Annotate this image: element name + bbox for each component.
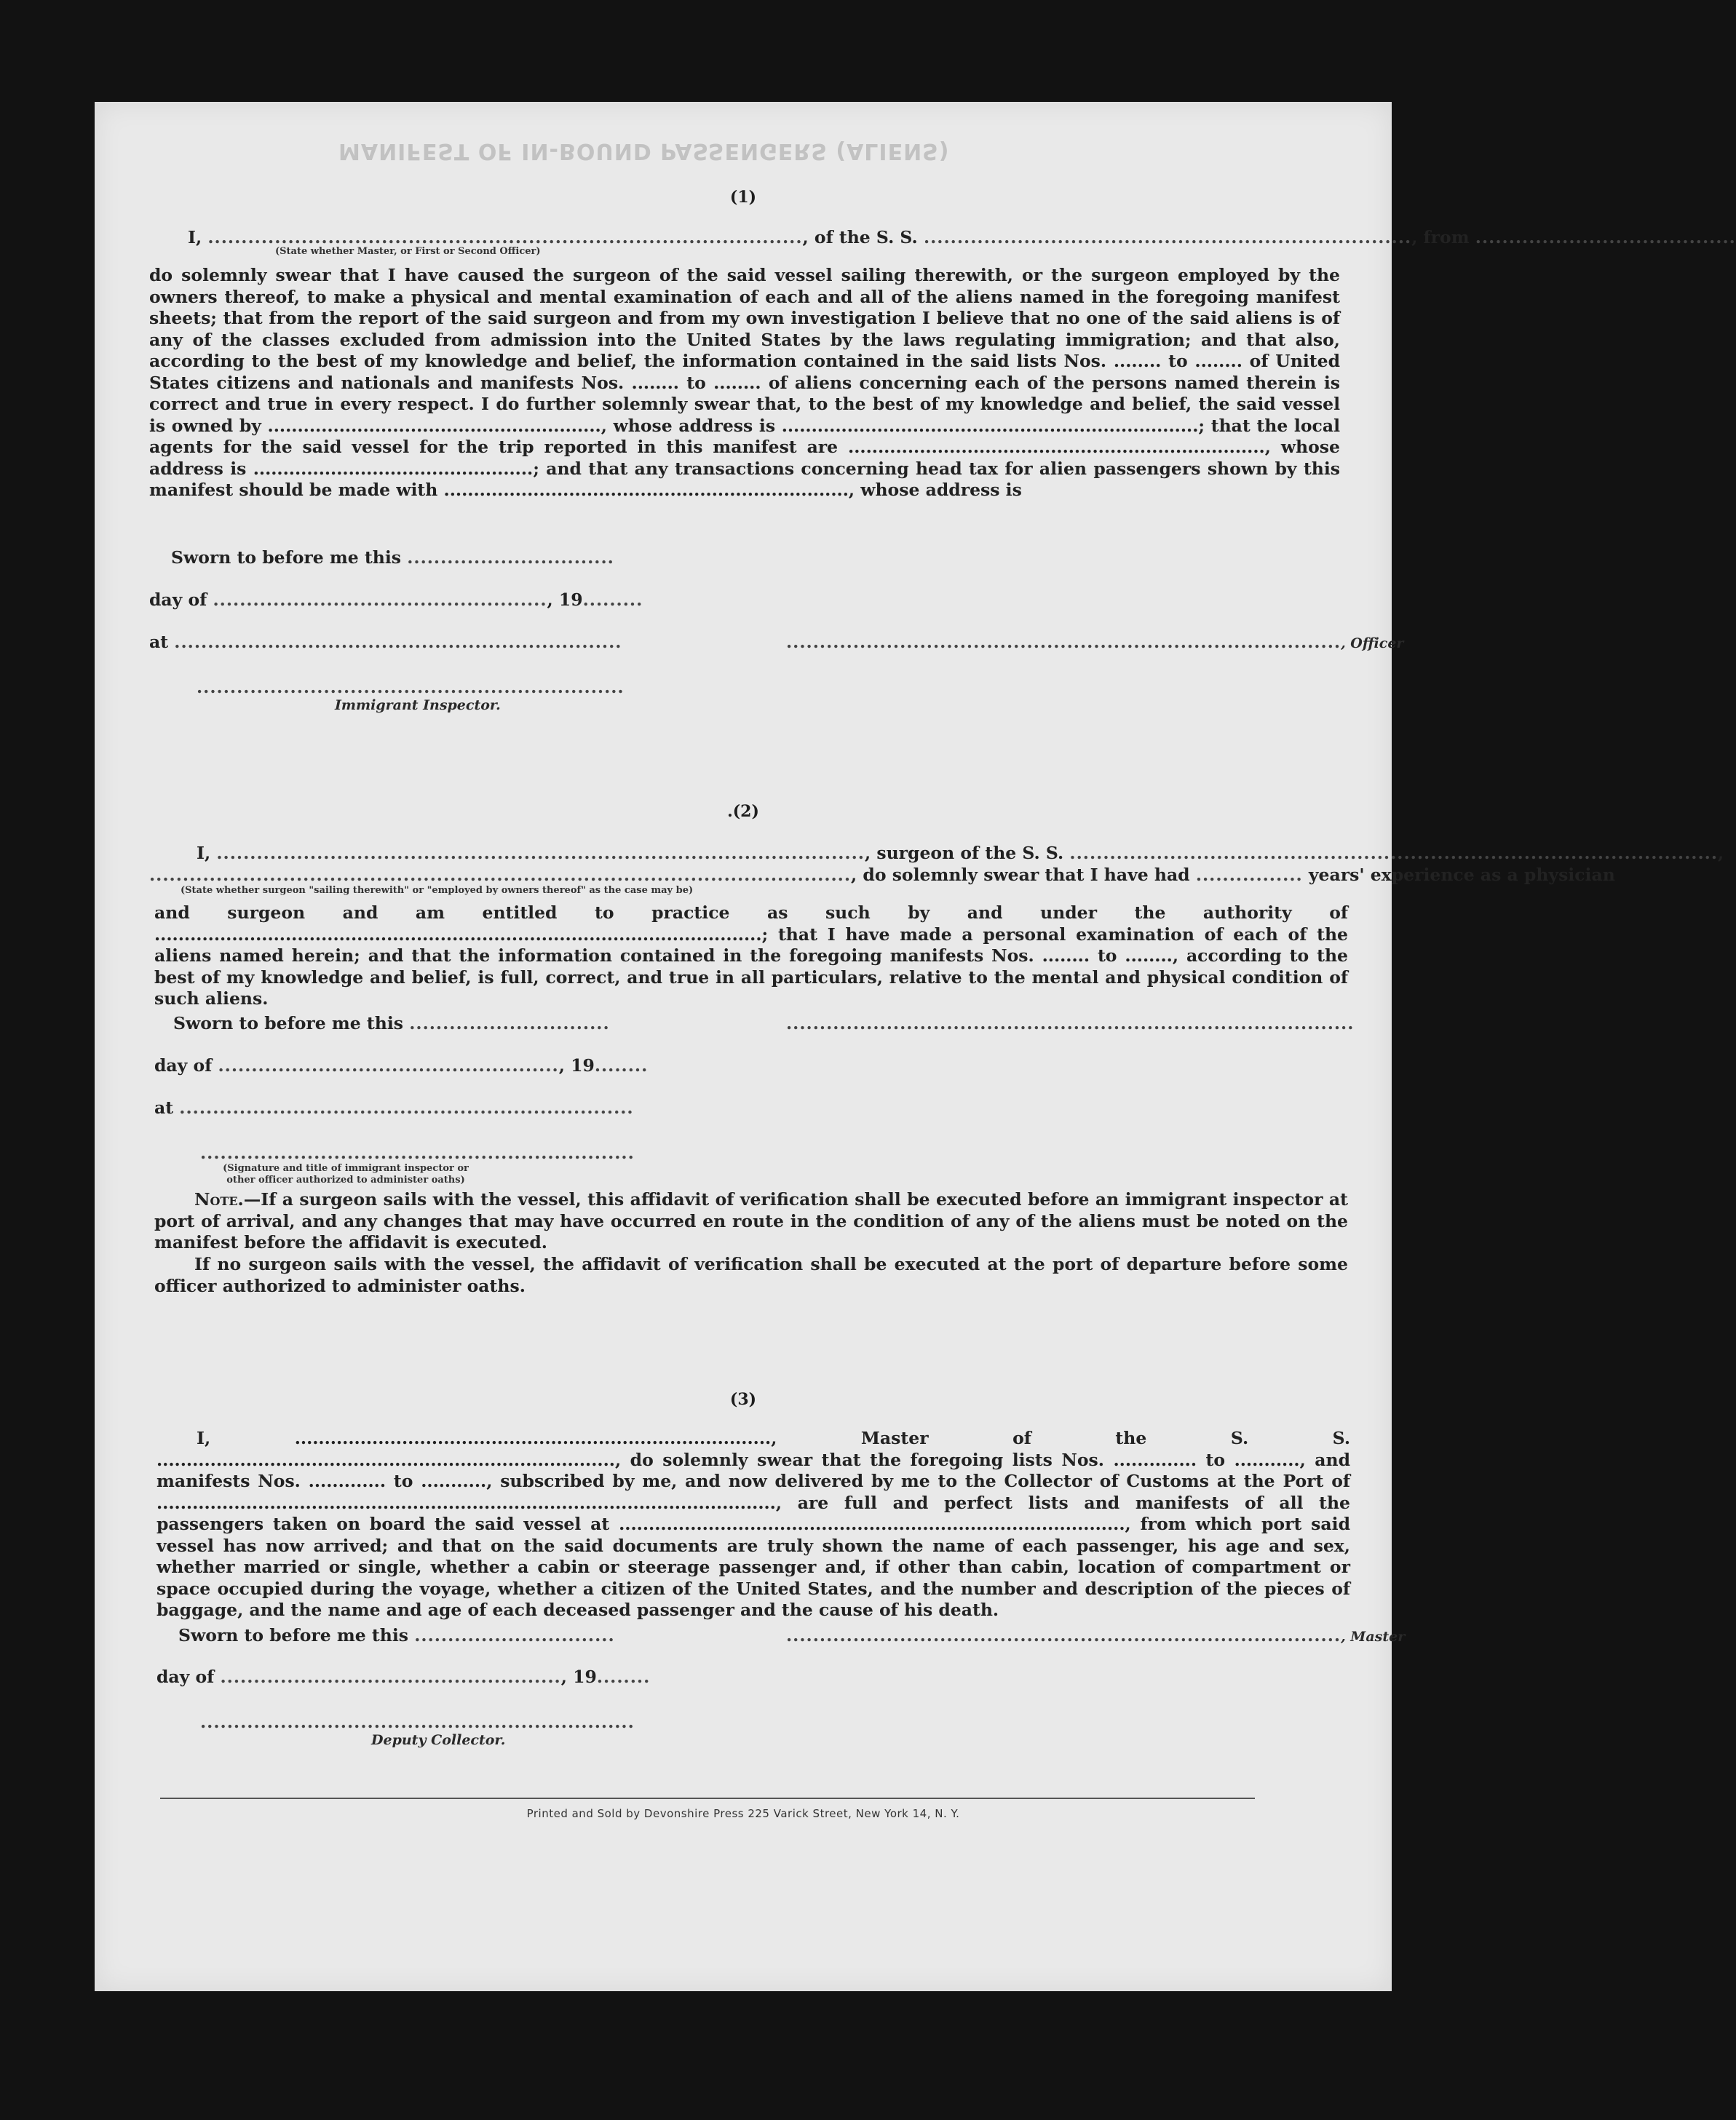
s2-surgeon-note: (State whether surgeon "sailing therewith" or "employed by owners thereof" as the case may be) <box>181 885 694 896</box>
s2-surgeon-name-blank[interactable]: ................................................................................................. <box>216 843 865 863</box>
s2-sig-note-1: (Signature and title of immigrant inspector or <box>223 1163 469 1174</box>
s3-year-blank[interactable]: ........ <box>596 1667 651 1687</box>
s1-day-of: day of .................................................., 19......... <box>149 589 643 610</box>
s2-note-2: If no surgeon sails with the vessel, the affidavit of verification shall be executed at the port of departure before some officer authorized to administer oaths. <box>154 1254 1348 1296</box>
s2-note-1: Note.—If a surgeon sails with the vessel, this affidavit of verification shall be executed before an immigrant inspector at port of arrival, and any changes that may have occurred en route in the condition of any of the aliens must be noted on the manifest before the affidavit is executed. <box>154 1189 1348 1252</box>
s2-sig-line <box>786 1013 1354 1033</box>
s2-note-label: Note. <box>194 1189 244 1210</box>
s2-surgeon-sig-blank[interactable]: ..................................................................................... <box>786 1013 1355 1033</box>
s1-from: , from <box>1411 227 1470 247</box>
section-2-heading: .(2) <box>727 802 759 821</box>
s1-line-1 <box>188 227 1736 247</box>
s1-at: at ................................................................... <box>149 632 622 652</box>
s2-inspector-line <box>200 1143 635 1163</box>
s2-surgeon-type-blank[interactable]: ......................................................................................................... <box>149 865 852 885</box>
s3-day-blank[interactable]: ................................................... <box>220 1667 561 1687</box>
bleed-through-header: MANIFEST OF IN-BOUND PASSENGERS (ALIENS) <box>338 138 950 164</box>
s3-collector-label: Deputy Collector. <box>371 1732 506 1748</box>
s1-officer-blank[interactable]: ......................................................................................... <box>207 227 803 247</box>
manifest-page <box>95 102 1736 1991</box>
section-1-heading: (1) <box>729 188 757 207</box>
s3-collector-sig-blank[interactable]: ................................................................. <box>200 1712 635 1732</box>
s1-port-blank[interactable]: ....................................... <box>1475 227 1736 247</box>
s1-sworn: Sworn to before me this ............................... <box>171 547 614 568</box>
s2-vessel-blank[interactable]: ................................................................................................. <box>1069 843 1719 863</box>
s3-sworn-blank[interactable]: .............................. <box>414 1625 615 1645</box>
s3-collector-line <box>200 1712 635 1732</box>
printer-imprint: Printed and Sold by Devonshire Press 225 Varick Street, New York 14, N. Y. <box>526 1807 960 1820</box>
s3-master-line <box>786 1625 1405 1645</box>
section-3-heading: (3) <box>729 1390 757 1409</box>
s1-officer-sig-blank[interactable]: ................................................................................... <box>786 632 1341 652</box>
s3-master-label: , Master <box>1341 1629 1406 1645</box>
s3-sworn: Sworn to before me this .............................. <box>178 1625 615 1645</box>
s2-years-blank[interactable]: ................ <box>1195 865 1303 885</box>
s2-year-blank[interactable]: ........ <box>594 1055 649 1076</box>
footer-rule <box>160 1798 1255 1799</box>
s2-at-blank[interactable]: .................................................................... <box>179 1097 634 1118</box>
s2-line-2: ........................................................................................................., do solemnly swear that I have had ................ years' experience as a physician <box>149 865 1615 885</box>
s2-sig-note-2: other officer authorized to administer oaths) <box>226 1175 465 1186</box>
s1-officer-label: , Officer <box>1341 635 1404 651</box>
s1-sworn-blank[interactable]: ............................... <box>407 547 614 568</box>
s2-day-blank[interactable]: ................................................... <box>218 1055 559 1076</box>
s1-body: do solemnly swear that I have caused the surgeon of the said vessel sailing therewith, or the surgeon employed by the owners thereof, to make a physical and mental examination of each and all of the aliens named in the foregoing manifest sheets; that from the report of the said surgeon and from my own investigation I believe that no one of the said aliens is of any of the classes excluded from admission into the United States by the laws regulating immigration; and that also, according to the best of my knowledge and belief, the information contained in the said lists Nos. ........ to ........ of United States citizens and nationals and manifests Nos. ........ to ........ of aliens concerning each of the persons named therein is correct and true in every respect. I do further solemnly swear that, to the best of my knowledge and belief, the said vessel is owned by ........................................................, whose address is ......................................................................; that the local agents for the said vessel for the trip reported in this manifest are ......................................................................, whose address is ...............................................; and that any transactions concerning head tax for alien passengers shown by this manifest should be made with ...................................................................., whose address is <box>149 265 1340 500</box>
s1-i: I, <box>188 227 202 247</box>
s2-body: and surgeon and am entitled to practice as such by and under the authority of ......................................................................................................; that I have made a personal examination of each of the aliens named herein; and that the information contained in the foregoing manifests Nos. ........ to ........, according to the best of my knowledge and belief, is full, correct, and true in all particulars, relative to the mental and physical condition of such aliens. <box>154 902 1348 1009</box>
s3-day-of: day of ..................................................., 19........ <box>156 1667 651 1687</box>
s1-at-blank[interactable]: ................................................................... <box>174 632 622 652</box>
s1-officer-note: (State whether Master, or First or Second Officer) <box>275 246 541 257</box>
s1-year-blank[interactable]: ......... <box>582 589 643 610</box>
s3-body: I, ................................................................................, Master of the S. S. ............................................................................., do solemnly swear that the foregoing lists Nos. .............. to ..........., and manifests Nos. ............. to ..........., subscribed by me, and now delivered by me to the Collector of Customs at the Port of ........................................................................................................, are full and perfect lists and manifests of all the passengers taken on board the said vessel at ....................................................................................., from which port said vessel has now arrived; and that on the said documents are truly shown the name of each passenger, his age and sex, whether married or single, whether a cabin or steerage passenger and, if other than cabin, location of compartment or space occupied during the voyage, whether a citizen of the United States, and the number and description of the pieces of baggage, and the name and age of each deceased passenger and the cause of his death. <box>156 1428 1350 1620</box>
s2-inspector-sig-blank[interactable]: ................................................................. <box>200 1143 635 1163</box>
s3-master-sig-blank[interactable]: ................................................................................... <box>786 1625 1341 1645</box>
s1-officer-line <box>786 632 1403 652</box>
s2-line-1: I, ................................................................................................., surgeon of the S. S. ................................................................................................., <box>197 843 1724 863</box>
s2-day-of: day of ..................................................., 19........ <box>154 1055 649 1076</box>
s1-of-the-ss: , of the S. S. <box>802 227 918 247</box>
s1-inspector-line <box>197 677 625 697</box>
s2-sworn-blank[interactable]: .............................. <box>409 1013 610 1033</box>
s2-at: at .................................................................... <box>154 1097 634 1118</box>
s2-sworn: Sworn to before me this .............................. <box>173 1013 610 1033</box>
s1-day-blank[interactable]: .................................................. <box>213 589 547 610</box>
s1-vessel-blank[interactable]: ......................................................................... <box>923 227 1412 247</box>
s1-inspector-sig-blank[interactable]: ................................................................ <box>197 677 625 697</box>
s1-inspector-label: Immigrant Inspector. <box>335 697 501 713</box>
